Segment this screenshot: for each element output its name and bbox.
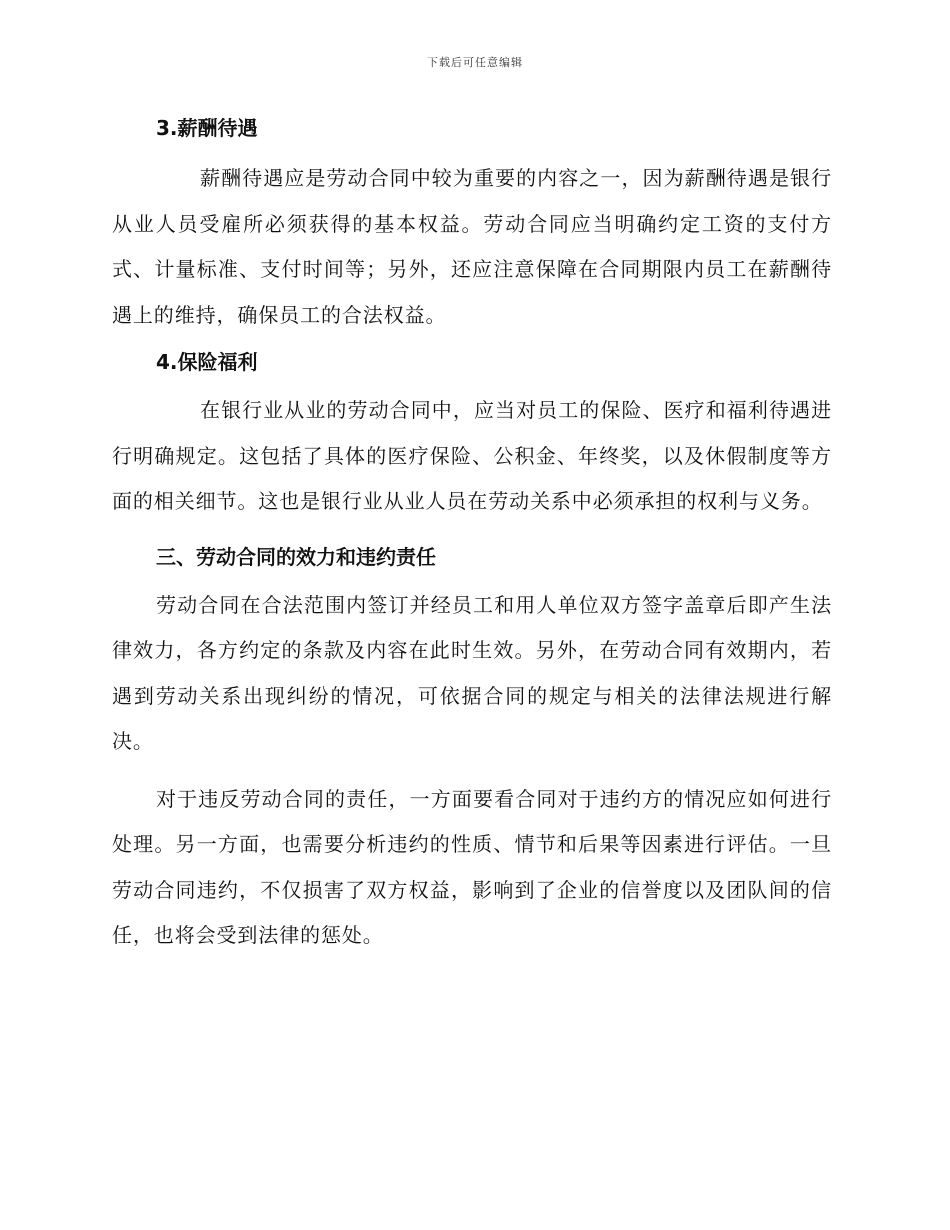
page-header: 下载后可任意编辑 (427, 56, 523, 69)
section-heading-salary: 3.薪酬待遇 (156, 116, 258, 140)
section-heading-insurance: 4.保险福利 (156, 350, 258, 374)
paragraph-insurance: 在银行业从业的劳动合同中，应当对员工的保险、医疗和福利待遇进行明确规定。这包括了具体的医疗保险、公积金、年终奖，以及休假制度等方面的相关细节。这也是银行业从业人员在劳动关系中必须承担的权利与义务。 (112, 398, 832, 513)
section-heading-validity: 三、劳动合同的效力和违约责任 (156, 544, 436, 569)
paragraph-validity-effect: 劳动合同在合法范围内签订并经员工和用人单位双方签字盖章后即产生法律效力，各方约定的条款及内容在此时生效。另外，在劳动合同有效期内，若遇到劳动关系出现纠纷的情况，可依据合同的规定与相关的法律法规进行解决。 (112, 592, 832, 753)
paragraph-validity-liability: 对于违反劳动合同的责任，一方面要看合同对于违约方的情况应如何进行处理。另一方面，也需要分析违约的性质、情节和后果等因素进行评估。一旦劳动合同违约，不仅损害了双方权益，影响到了企业的信誉度以及团队间的信任，也将会受到法律的惩处。 (112, 786, 832, 947)
document-body (112, 112, 832, 959)
paragraph-salary: 薪酬待遇应是劳动合同中较为重要的内容之一，因为薪酬待遇是银行从业人员受雇所必须获得的基本权益。劳动合同应当明确约定工资的支付方式、计量标准、支付时间等；另外，还应注意保障在合同期限内员工在薪酬待遇上的维持，确保员工的合法权益。 (112, 166, 832, 327)
